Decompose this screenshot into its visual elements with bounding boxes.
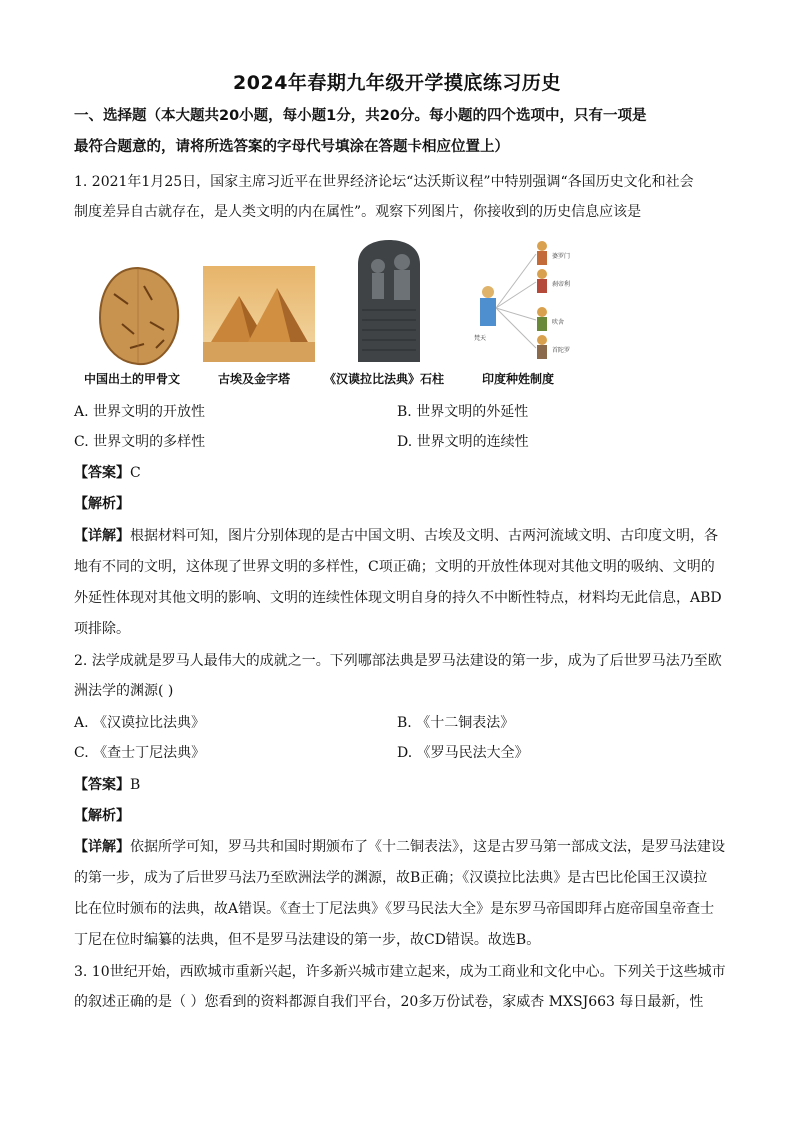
q1-answer-label: 【答案】 — [74, 465, 130, 481]
q2-detail-line-4: 丁尼在位时编纂的法典，但不是罗马法建设的第一步，故CD错误。故选B。 — [74, 932, 541, 948]
q1-stem-line-2: 制度差异自古就存在，是人类文明的内在属性”。观察下列图片，你接收到的历史信息应该是 — [74, 204, 642, 220]
q1-detail-line-2: 地有不同的文明，这体现了世界文明的多样性，C项正确；文明的开放性体现对其他文明的吸纳、文明的 — [74, 559, 715, 575]
section-heading-line-1: 一、选择题（本大题共20小题，每小题1分，共20分。每小题的四个选项中，只有一项是 — [74, 108, 647, 124]
q2-detail-line-3: 比在位时颁布的法典，故A错误。《查士丁尼法典》《罗马民法大全》是东罗马帝国即拜占庭帝国皇帝查士 — [74, 901, 715, 917]
q2-answer — [74, 775, 724, 795]
q2-detail-line-2: 的第一步，成为了后世罗马法乃至欧洲法学的渊源，故B正确；《汉谟拉比法典》是古巴比伦国王汉谟拉 — [74, 870, 708, 886]
q1-stem-line-1: 1. 2021年1月25日，国家主席习近平在世界经济论坛“达沃斯议程”中特别强调“各国历史文化和社会 — [74, 174, 694, 190]
caption-pyramids: 古埃及金字塔 — [218, 372, 291, 386]
q1-detail-line-1 — [74, 526, 724, 546]
q1-answer-value: C — [130, 465, 141, 481]
caste-label-brahma: 梵天 — [474, 335, 487, 342]
q1-detail-text-1: 根据材料可知，图片分别体现的是古中国文明、古埃及文明、古两河流域文明、古印度文明，各 — [130, 528, 718, 544]
q1-option-d: D. 世界文明的连续性 — [397, 434, 529, 450]
q2-option-c: C. 《查士丁尼法典》 — [74, 745, 206, 761]
q2-detail-line-1 — [74, 837, 724, 857]
caption-oracle-bone: 中国出土的甲骨文 — [84, 372, 181, 386]
caption-caste-system: 印度种姓制度 — [482, 372, 555, 386]
hammurabi-stele-image — [344, 238, 434, 362]
pyramids-image — [203, 266, 315, 362]
oracle-bone-image — [94, 264, 182, 368]
caption-hammurabi-stele: 《汉谟拉比法典》石柱 — [324, 372, 445, 386]
caste-label-shudra: 首陀罗 — [552, 347, 571, 354]
section-heading-line-2: 最符合题意的，请将所选答案的字母代号填涂在答题卡相应位置上） — [74, 139, 509, 155]
q1-detail-line-3: 外延性体现对其他文明的影响、文明的连续性体现文明自身的持久不中断性特点，材料均无此信息，ABD — [74, 590, 722, 606]
q1-detail-line-4: 项排除。 — [74, 621, 130, 637]
caste-label-vaishya: 吠舍 — [552, 319, 565, 326]
q1-analysis-label: 【解析】 — [74, 496, 130, 512]
q2-analysis-label: 【解析】 — [74, 808, 130, 824]
q1-detail-label: 【详解】 — [74, 528, 130, 544]
q2-option-d: D. 《罗马民法大全》 — [397, 745, 529, 761]
q2-detail-text-1: 依据所学可知，罗马共和国时期颁布了《十二铜表法》，这是古罗马第一部成文法，是罗马法建设 — [130, 839, 725, 855]
q2-answer-value: B — [130, 777, 141, 793]
caste-label-brahmin: 婆罗门 — [552, 253, 571, 260]
q1-option-c: C. 世界文明的多样性 — [74, 434, 206, 450]
q2-stem-line-1: 2. 法学成就是罗马人最伟大的成就之一。下列哪部法典是罗马法建设的第一步，成为了后世罗马法乃至欧 — [74, 653, 722, 669]
caste-label-kshatriya: 刹帝利 — [552, 281, 571, 288]
q1-figure-row — [84, 236, 588, 386]
q2-stem-line-2: 洲法学的渊源( ) — [74, 683, 174, 699]
page-title: 2024年春期九年级开学摸底练习历史 — [233, 72, 561, 94]
q2-detail-label: 【详解】 — [74, 839, 130, 855]
q2-option-a: A. 《汉谟拉比法典》 — [74, 715, 206, 731]
q2-option-b: B. 《十二铜表法》 — [397, 715, 515, 731]
q1-option-a: A. 世界文明的开放性 — [74, 404, 206, 420]
q2-answer-label: 【答案】 — [74, 777, 130, 793]
q3-stem-line-2: 的叙述正确的是（ ）您看到的资料都源自我们平台，20多万份试卷，家威杏 MXSJ663 每日最新，性 — [74, 994, 704, 1010]
q1-answer — [74, 463, 724, 483]
q3-stem-line-1: 3. 10世纪开始，西欧城市重新兴起，许多新兴城市建立起来，成为工商业和文化中心。下列关于这些城市 — [74, 964, 726, 980]
q1-option-b: B. 世界文明的外延性 — [397, 404, 529, 420]
caste-diagram-image — [466, 236, 586, 364]
